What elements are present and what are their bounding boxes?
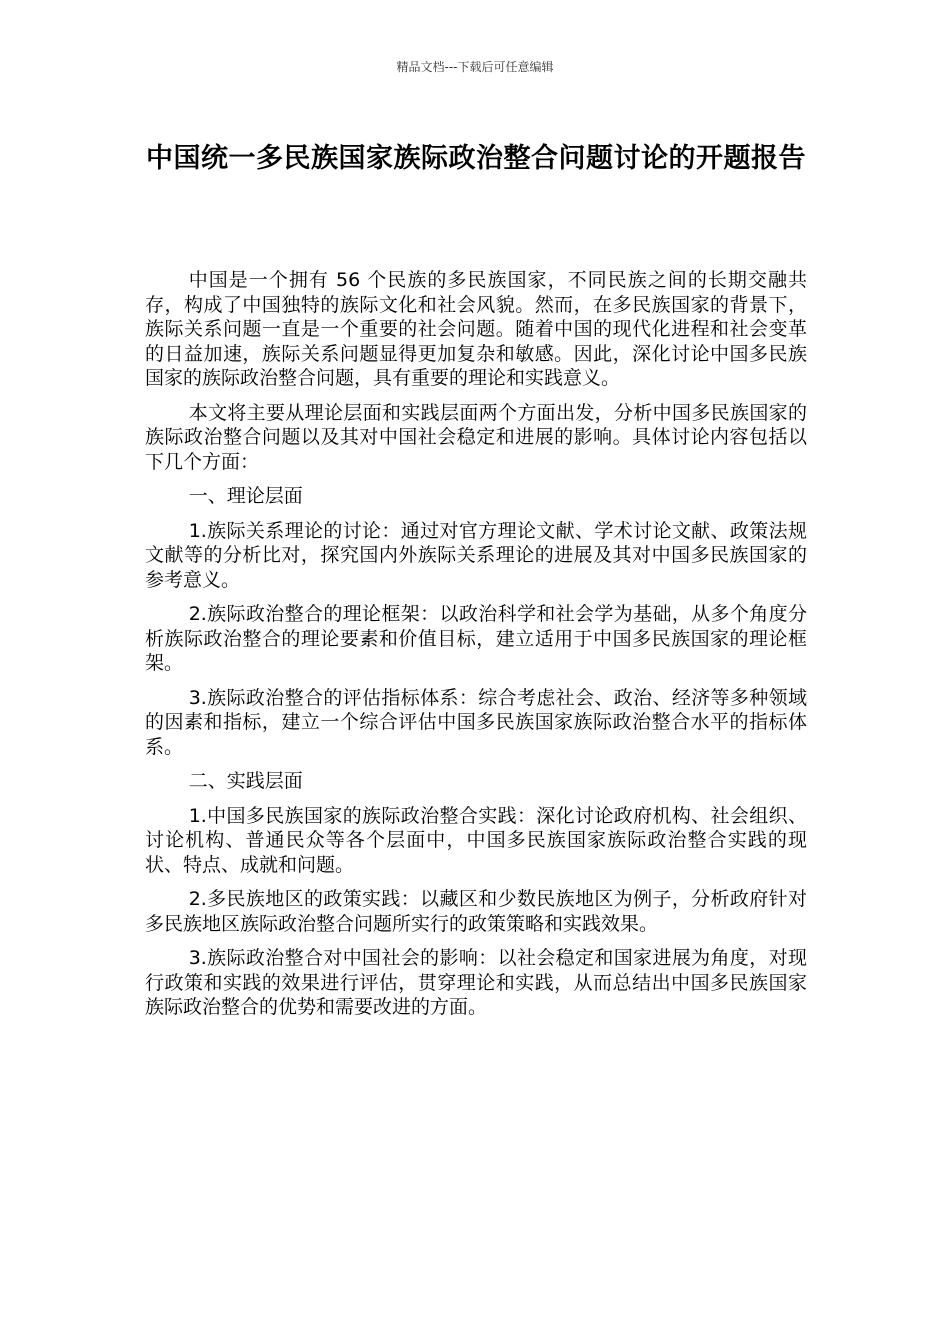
theory-item-1: 1.族际关系理论的讨论：通过对官方理论文献、学术讨论文献、政策法规文献等的分析比对，探究国内外族际关系理论的进展及其对中国多民族国家的参考意义。 [145,519,807,591]
section-heading-theory: 一、理论层面 [188,485,303,507]
theory-item-2: 2.族际政治整合的理论框架：以政治科学和社会学为基础，从多个角度分析族际政治整合的理论要素和价值目标，建立适用于中国多民族国家的理论框架。 [145,603,807,674]
practice-item-2: 2.多民族地区的政策实践：以藏区和少数民族地区为例子，分析政府针对多民族地区族际政治整合问题所实行的政策策略和实践效果。 [145,888,807,935]
document-body [145,268,807,1030]
practice-item-1: 1.中国多民族国家的族际政治整合实践：深化讨论政府机构、社会组织、讨论机构、普通民众等各个层面中，中国多民族国家族际政治整合实践的现状、特点、成就和问题。 [145,804,807,876]
section-heading-practice: 二、实践层面 [188,770,303,792]
theory-item-3: 3.族际政治整合的评估指标体系：综合考虑社会、政治、经济等多种领域的因素和指标，建立一个综合评估中国多民族国家族际政治整合水平的指标体系。 [145,686,807,758]
header-note: 精品文档---下载后可任意编辑 [396,60,554,74]
document-title: 中国统一多民族国家族际政治整合问题讨论的开题报告 [146,143,806,174]
practice-item-3: 3.族际政治整合对中国社会的影响：以社会稳定和国家进展为角度，对现行政策和实践的效果进行评估，贯穿理论和实践，从而总结出中国多民族国家族际政治整合的优势和需要改进的方面。 [145,947,807,1018]
scope-paragraph: 本文将主要从理论层面和实践层面两个方面出发，分析中国多民族国家的族际政治整合问题以及其对中国社会稳定和进展的影响。具体讨论内容包括以下几个方面： [145,401,807,473]
intro-paragraph: 中国是一个拥有 56 个民族的多民族国家，不同民族之间的长期交融共存，构成了中国独特的族际文化和社会风貌。然而，在多民族国家的背景下，族际关系问题一直是一个重要的社会问题。随着中国的现代化进程和社会变革的日益加速，族际关系问题显得更加复杂和敏感。因此，深化讨论中国多民族国家的族际政治整合问题，具有重要的理论和实践意义。 [145,269,807,389]
